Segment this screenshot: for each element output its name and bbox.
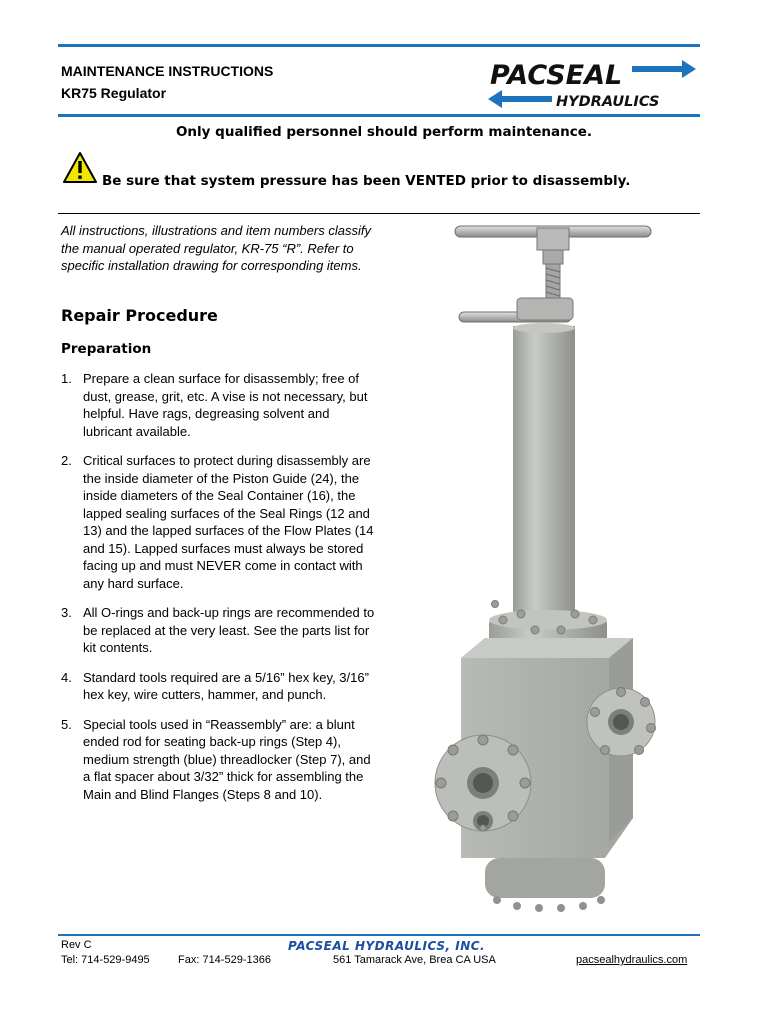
step-text: Critical surfaces to protect during disassembly are the inside diameter of the Piston Guide (24), the inside diameters of the Seal Container (16), the lapped sealing surfaces of the Seal Rings (12 and 13) and the lapped surfaces of the Flow Plates (14 and 15). Lapped surfaces must always be stored facing up and must NEVER come in contact with any hard surface. [83, 453, 374, 591]
intro-paragraph: All instructions, illustrations and item numbers classify the manual operated regulator, KR-75 “R”. Refer to specific installation drawing for corresponding items. [61, 223, 371, 273]
logo-arrow-right-icon [632, 60, 696, 78]
section-divider [58, 213, 700, 214]
step-text: Special tools used in “Reassembly” are: a blunt ended rod for seating back-up rings (Step 4), medium strength (blue) threadlocker (Step 7), and a flat spacer about 3/32” thick for assembling the Main and Blind Flanges (Steps 8 and 10). [83, 716, 371, 802]
subsection-title: Preparation [61, 341, 152, 357]
preparation-steps [61, 370, 379, 815]
vent-pressure-warning: Be sure that system pressure has been VENTED prior to disassembly. [102, 173, 631, 189]
header-top-rule [58, 44, 700, 47]
step-text: Prepare a clean surface for disassembly; free of dust, grease, grit, etc. A vise is not necessary, but helpful. Have rags, degreasing solvent and lubricant available. [83, 371, 368, 439]
list-item [61, 604, 379, 657]
step-number: 5. [61, 716, 72, 732]
step-text: Standard tools required are a 5/16” hex key, 3/16” hex key, wire cutters, hammer, and punch. [83, 669, 369, 702]
pacseal-logo [486, 54, 698, 114]
step-text: All O-rings and back-up rings are recommended to be replaced at the very least. See the parts list for kit contents. [83, 605, 375, 655]
footer-rule [58, 934, 700, 936]
logo-text-bottom: HYDRAULICS [556, 94, 660, 110]
list-item [61, 370, 379, 440]
step-number: 2. [61, 453, 72, 468]
logo-arrow-left-icon [488, 90, 552, 108]
step-number: 4. [61, 669, 72, 685]
doc-title: MAINTENANCE INSTRUCTIONS [61, 63, 274, 79]
qualified-personnel-notice: Only qualified personnel should perform maintenance. [175, 124, 593, 140]
footer-address: 561 Tamarack Ave, Brea CA USA [333, 954, 496, 966]
footer-fax: Fax: 714-529-1366 [178, 954, 271, 966]
footer-tel: Tel: 714-529-9495 [61, 954, 150, 966]
header-bottom-rule [58, 114, 700, 117]
doc-subtitle: KR75 Regulator [61, 85, 167, 101]
website-link[interactable]: pacsealhydraulics.com [576, 954, 688, 966]
step-number: 1. [61, 371, 72, 386]
step-number: 3. [61, 605, 72, 620]
revision-label: Rev C [61, 939, 92, 951]
footer-company-name: PACSEAL HYDRAULICS, INC. [288, 939, 486, 953]
list-item [61, 669, 379, 704]
logo-text-top: PACSEAL [490, 60, 623, 91]
section-title: Repair Procedure [61, 306, 218, 325]
warning-triangle-icon [62, 151, 98, 184]
list-item [61, 716, 379, 804]
list-item [61, 452, 379, 592]
regulator-illustration [425, 218, 695, 918]
